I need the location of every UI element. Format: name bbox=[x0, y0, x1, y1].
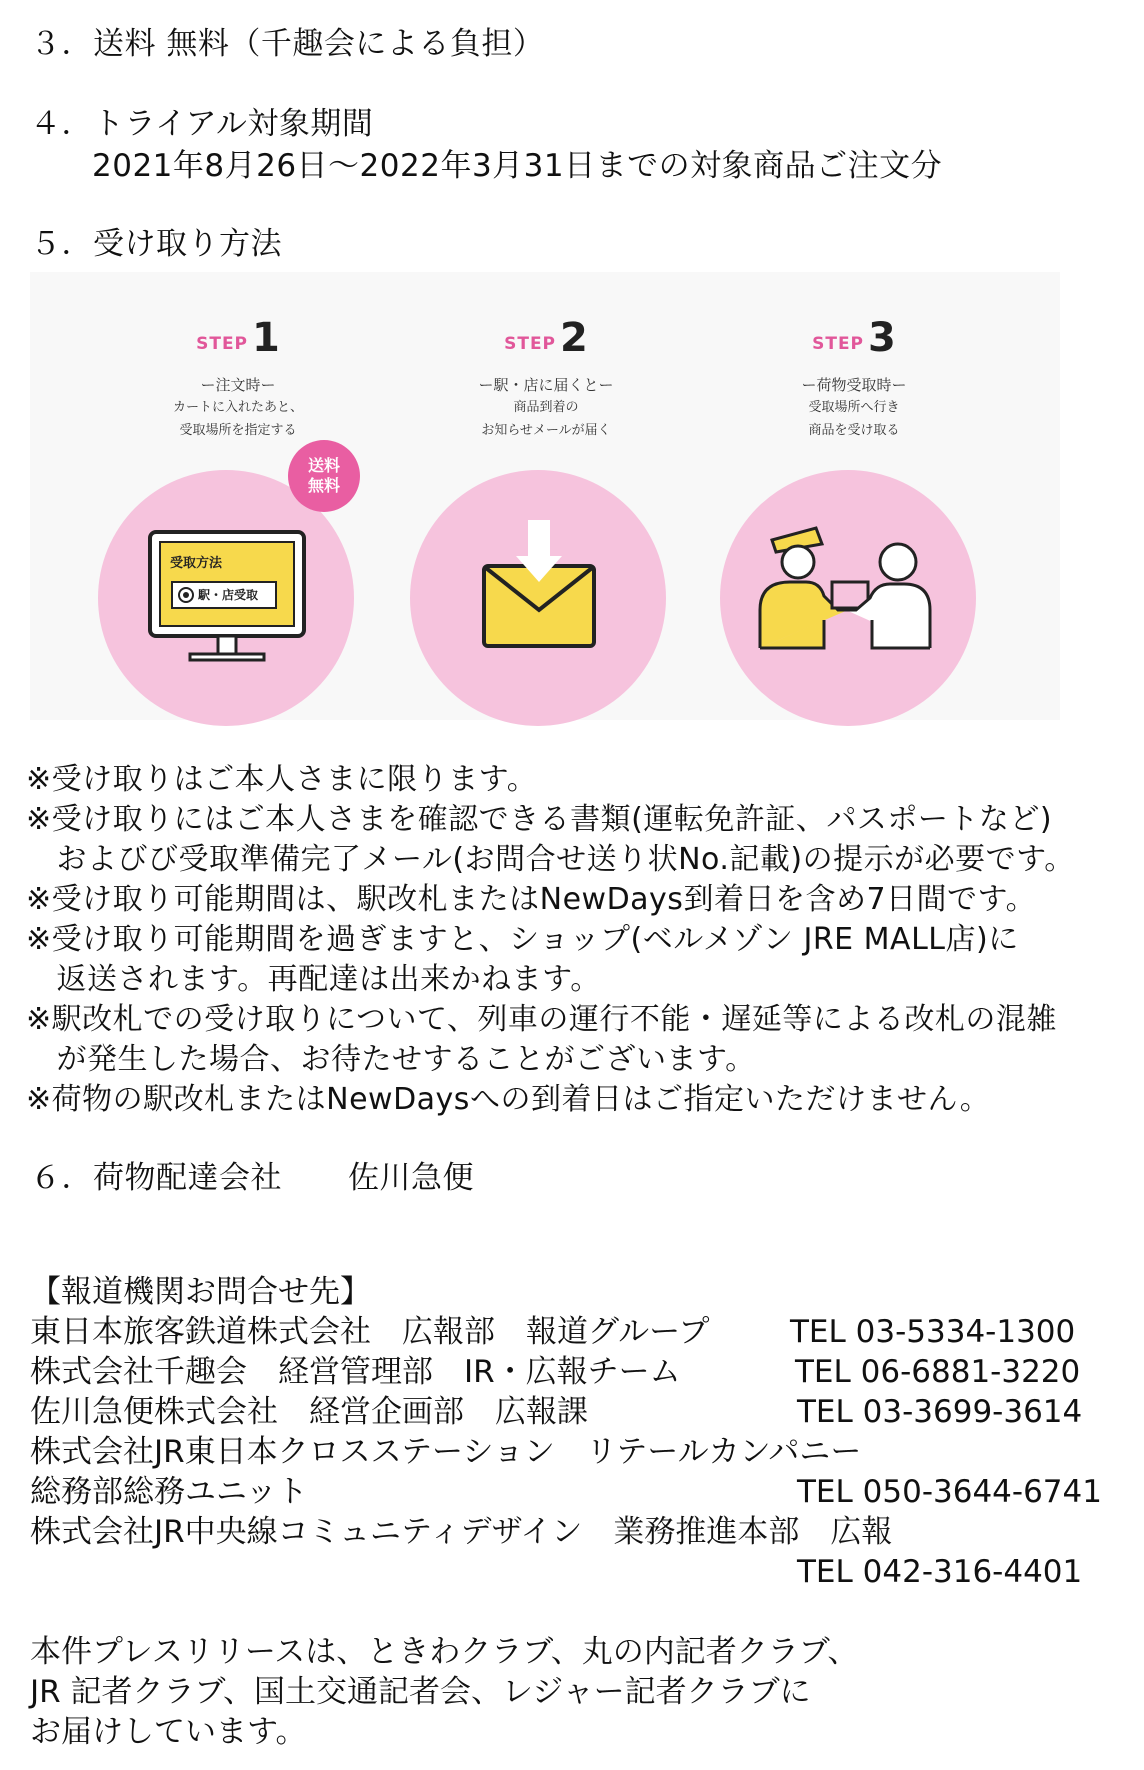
section-4-period: 2021年8月26日～2022年3月31日までの対象商品ご注文分 bbox=[92, 148, 943, 184]
step-2-word: STEP bbox=[504, 334, 557, 354]
monitor-label: 受取方法 bbox=[170, 556, 223, 571]
note-1: ※受け取りはご本人さまに限ります。 bbox=[26, 762, 538, 797]
step-2-desc-2: お知らせメールが届く bbox=[481, 423, 611, 438]
contact-org-3: 佐川急便株式会社 経営企画部 広報課 bbox=[30, 1394, 588, 1430]
step-1-word: STEP bbox=[196, 334, 249, 354]
step-2-desc-1: 商品到着の bbox=[513, 400, 579, 415]
step-3-word: STEP bbox=[812, 334, 865, 354]
section-5-title: ５．受け取り方法 bbox=[30, 226, 282, 262]
step-3 bbox=[704, 312, 1004, 442]
note-6: 返送されます。再配達は出来かねます。 bbox=[26, 962, 601, 997]
step-1-number: 1 bbox=[252, 315, 280, 361]
package-handover-icon bbox=[720, 470, 976, 726]
step-1-desc-1: カートに入れたあと、 bbox=[172, 400, 303, 415]
step-3-title: ー荷物受取時ー bbox=[801, 376, 907, 394]
note-9: ※荷物の駅改札またはNewDaysへの到着日はご指定いただけません。 bbox=[26, 1082, 991, 1117]
contact-tel-1: TEL 03-5334-1300 bbox=[790, 1314, 1076, 1350]
step-2-illustration bbox=[410, 470, 666, 726]
note-4: ※受け取り可能期間は、駅改札またはNewDays到着日を含め7日間です。 bbox=[26, 882, 1037, 917]
step-3-desc-1: 受取場所へ行き bbox=[808, 400, 900, 415]
contact-org-4: 株式会社JR東日本クロスステーション リテールカンパニー bbox=[30, 1434, 862, 1470]
contact-tel-3: TEL 03-3699-3614 bbox=[797, 1394, 1083, 1430]
closing-line-2: JR 記者クラブ、国土交通記者会、レジャー記者クラブに bbox=[30, 1674, 811, 1710]
badge-line-1: 送料 bbox=[307, 456, 340, 475]
step-1 bbox=[88, 312, 388, 442]
section-4-title: ４．トライアル対象期間 bbox=[30, 106, 374, 142]
section-6-company: 佐川急便 bbox=[348, 1160, 474, 1196]
closing-line-3: お届けしています。 bbox=[30, 1714, 307, 1750]
note-2: ※受け取りにはご本人さまを確認できる書類(運転免許証、パスポートなど) bbox=[26, 802, 1053, 837]
note-5: ※受け取り可能期間を過ぎますと、ショップ(ベルメゾン JRE MALL店)に bbox=[26, 922, 1019, 957]
section-3: ３．送料 無料（千趣会による負担） bbox=[30, 26, 545, 62]
step-1-title: ー注文時ー bbox=[200, 376, 276, 394]
monitor-option: 駅・店受取 bbox=[198, 588, 259, 602]
contact-org-6: 株式会社JR中央線コミュニティデザイン 業務推進本部 広報 bbox=[30, 1514, 893, 1550]
badge-line-2: 無料 bbox=[307, 476, 340, 495]
mail-envelope-icon bbox=[410, 470, 666, 726]
step-3-desc-2: 商品を受け取る bbox=[808, 423, 900, 438]
contacts-heading: 【報道機関お問合せ先】 bbox=[30, 1274, 371, 1310]
contact-tel-7: TEL 042-316-4401 bbox=[797, 1554, 1083, 1590]
contact-org-2: 株式会社千趣会 経営管理部 IR・広報チーム bbox=[30, 1354, 681, 1390]
step-3-number: 3 bbox=[868, 315, 896, 361]
step-1-desc-2: 受取場所を指定する bbox=[179, 423, 297, 438]
note-7: ※駅改札での受け取りについて、列車の運行不能・遅延等による改札の混雑 bbox=[26, 1002, 1057, 1037]
step-2-number: 2 bbox=[560, 315, 588, 361]
contact-tel-2: TEL 06-6881-3220 bbox=[795, 1354, 1081, 1390]
contact-tel-5: TEL 050-3644-6741 bbox=[797, 1474, 1102, 1510]
step-2-title: ー駅・店に届くとー bbox=[478, 376, 614, 394]
note-3: およびび受取準備完了メール(お問合せ送り状No.記載)の提示が必要です。 bbox=[26, 842, 1075, 877]
section-6-label: ６．荷物配達会社 bbox=[30, 1160, 282, 1196]
free-shipping-badge bbox=[288, 440, 360, 512]
closing-line-1: 本件プレスリリースは、ときわクラブ、丸の内記者クラブ、 bbox=[30, 1634, 859, 1670]
contact-org-5: 総務部総務ユニット bbox=[30, 1474, 308, 1510]
step-2 bbox=[396, 312, 696, 442]
note-8: が発生した場合、お待たせすることがございます。 bbox=[26, 1042, 756, 1077]
step-3-illustration bbox=[720, 470, 976, 726]
delivery-steps-panel bbox=[30, 272, 1060, 720]
contact-org-1: 東日本旅客鉄道株式会社 広報部 報道グループ bbox=[30, 1314, 710, 1350]
